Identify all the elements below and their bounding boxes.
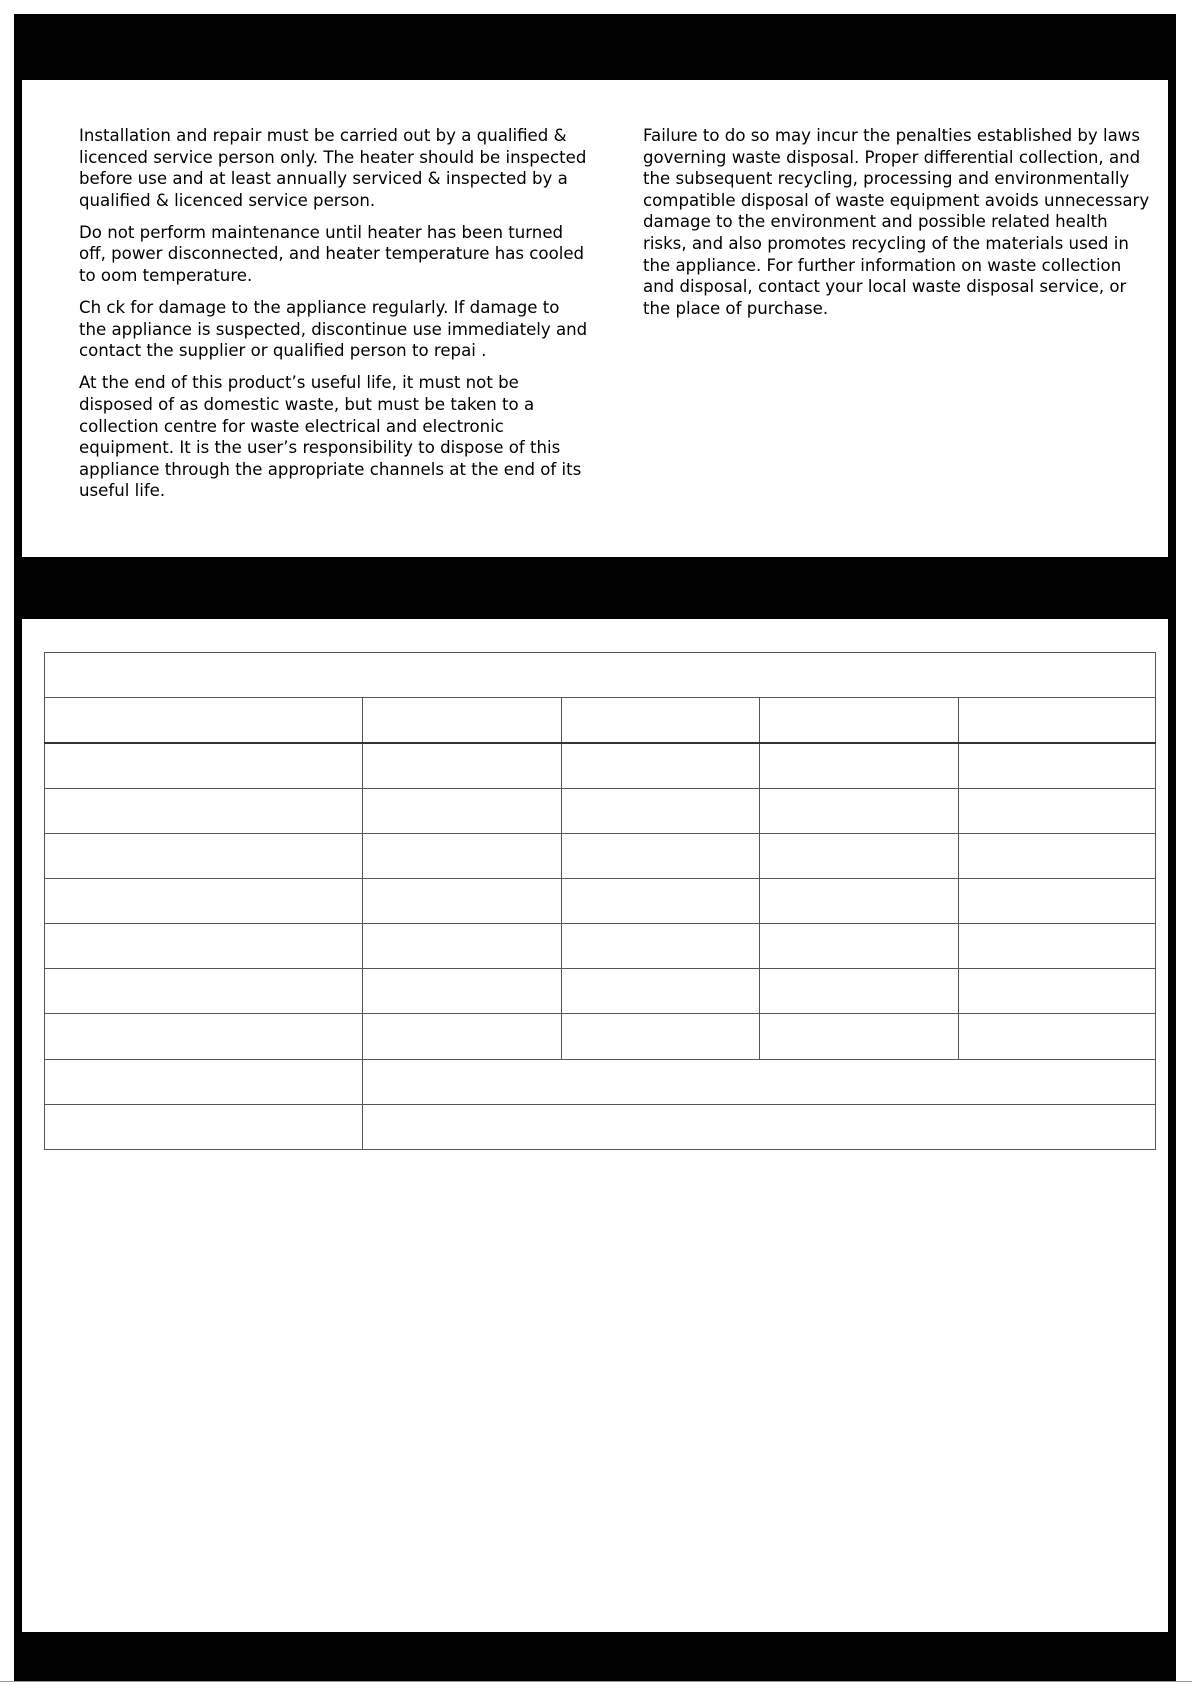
table-title-cell [44, 652, 1156, 697]
table-cell [44, 789, 362, 833]
table-cell [759, 1014, 958, 1059]
table-header-cell [561, 698, 759, 742]
table-header-cell [44, 698, 362, 742]
table-cell [958, 834, 1156, 878]
table-cell [362, 789, 561, 833]
table-cell [958, 1014, 1156, 1059]
table-cell [759, 834, 958, 878]
table-cell [759, 969, 958, 1013]
table-cell [44, 1060, 362, 1104]
safety-text-right-column [643, 125, 1153, 330]
table-cell [362, 879, 561, 923]
table-row [44, 968, 1156, 1013]
table-cell [561, 1014, 759, 1059]
table-cell [759, 924, 958, 968]
table-row [44, 742, 1156, 788]
table-cell [362, 1014, 561, 1059]
table-cell [958, 969, 1156, 1013]
table-cell [362, 744, 561, 788]
maintenance-paragraph: Do not perform maintenance until heater has been turned off, power disconnected, and heater temperature has cooled to oom temperature. [79, 222, 585, 286]
table-row [44, 788, 1156, 833]
table-merged-row [44, 1059, 1156, 1104]
specifications-table-grid [44, 652, 1156, 1150]
table-merged-cell [362, 1060, 1156, 1104]
table-cell [958, 924, 1156, 968]
table-cell [958, 789, 1156, 833]
table-cell [44, 879, 362, 923]
table-cell [44, 744, 362, 788]
table-cell [44, 969, 362, 1013]
table-cell [44, 1105, 362, 1149]
table-header-cell [362, 698, 561, 742]
table-cell [561, 969, 759, 1013]
table-cell [362, 924, 561, 968]
table-title-row [44, 652, 1156, 697]
table-cell [759, 744, 958, 788]
table-row [44, 923, 1156, 968]
table-header-row [44, 697, 1156, 742]
waste-disposal-paragraph: Failure to do so may incur the penalties established by laws governing waste disposal. Proper differential collection, and the subsequent recycling, processing and environmentally compatible disposal of waste equipment avoids unnecessary damage to the environment and possible related health risks, and also promotes recycling of the materials used in the appliance. For further information on waste collection and disposal, contact your local waste disposal service, or the place of purchase. [643, 126, 1150, 318]
page-bottom-rule [0, 1681, 1192, 1682]
table-cell [44, 834, 362, 878]
table-cell [362, 969, 561, 1013]
safety-text-left-column [79, 125, 589, 513]
table-merged-row [44, 1104, 1156, 1149]
table-header-cell [958, 698, 1156, 742]
table-header-cell [759, 698, 958, 742]
table-cell [362, 834, 561, 878]
table-row [44, 878, 1156, 923]
table-cell [958, 879, 1156, 923]
damage-check-paragraph: Ch ck for damage to the appliance regularly. If damage to the appliance is suspected, discontinue use immediately and contact the supplier or qualified person to repai . [79, 298, 588, 361]
table-row [44, 1013, 1156, 1059]
table-cell [44, 1014, 362, 1059]
table-cell [561, 879, 759, 923]
disposal-paragraph: At the end of this product’s useful life, it must not be disposed of as domestic waste, but must be taken to a collection centre for waste electrical and electronic equipment. It is the user’s responsibility to dispose of this appliance through the appropriate channels at the end of its useful life. [79, 373, 582, 501]
table-cell [561, 789, 759, 833]
table-cell [561, 924, 759, 968]
installation-paragraph: Installation and repair must be carried out by a qualified & licenced service person only. The heater should be inspected before use and at least annually serviced & inspected by a qualified & licenced service person. [79, 126, 587, 210]
table-cell [759, 879, 958, 923]
table-cell [561, 744, 759, 788]
table-row [44, 833, 1156, 878]
table-merged-cell [362, 1105, 1156, 1149]
table-cell [44, 924, 362, 968]
table-cell [958, 744, 1156, 788]
table-cell [759, 789, 958, 833]
table-cell [561, 834, 759, 878]
